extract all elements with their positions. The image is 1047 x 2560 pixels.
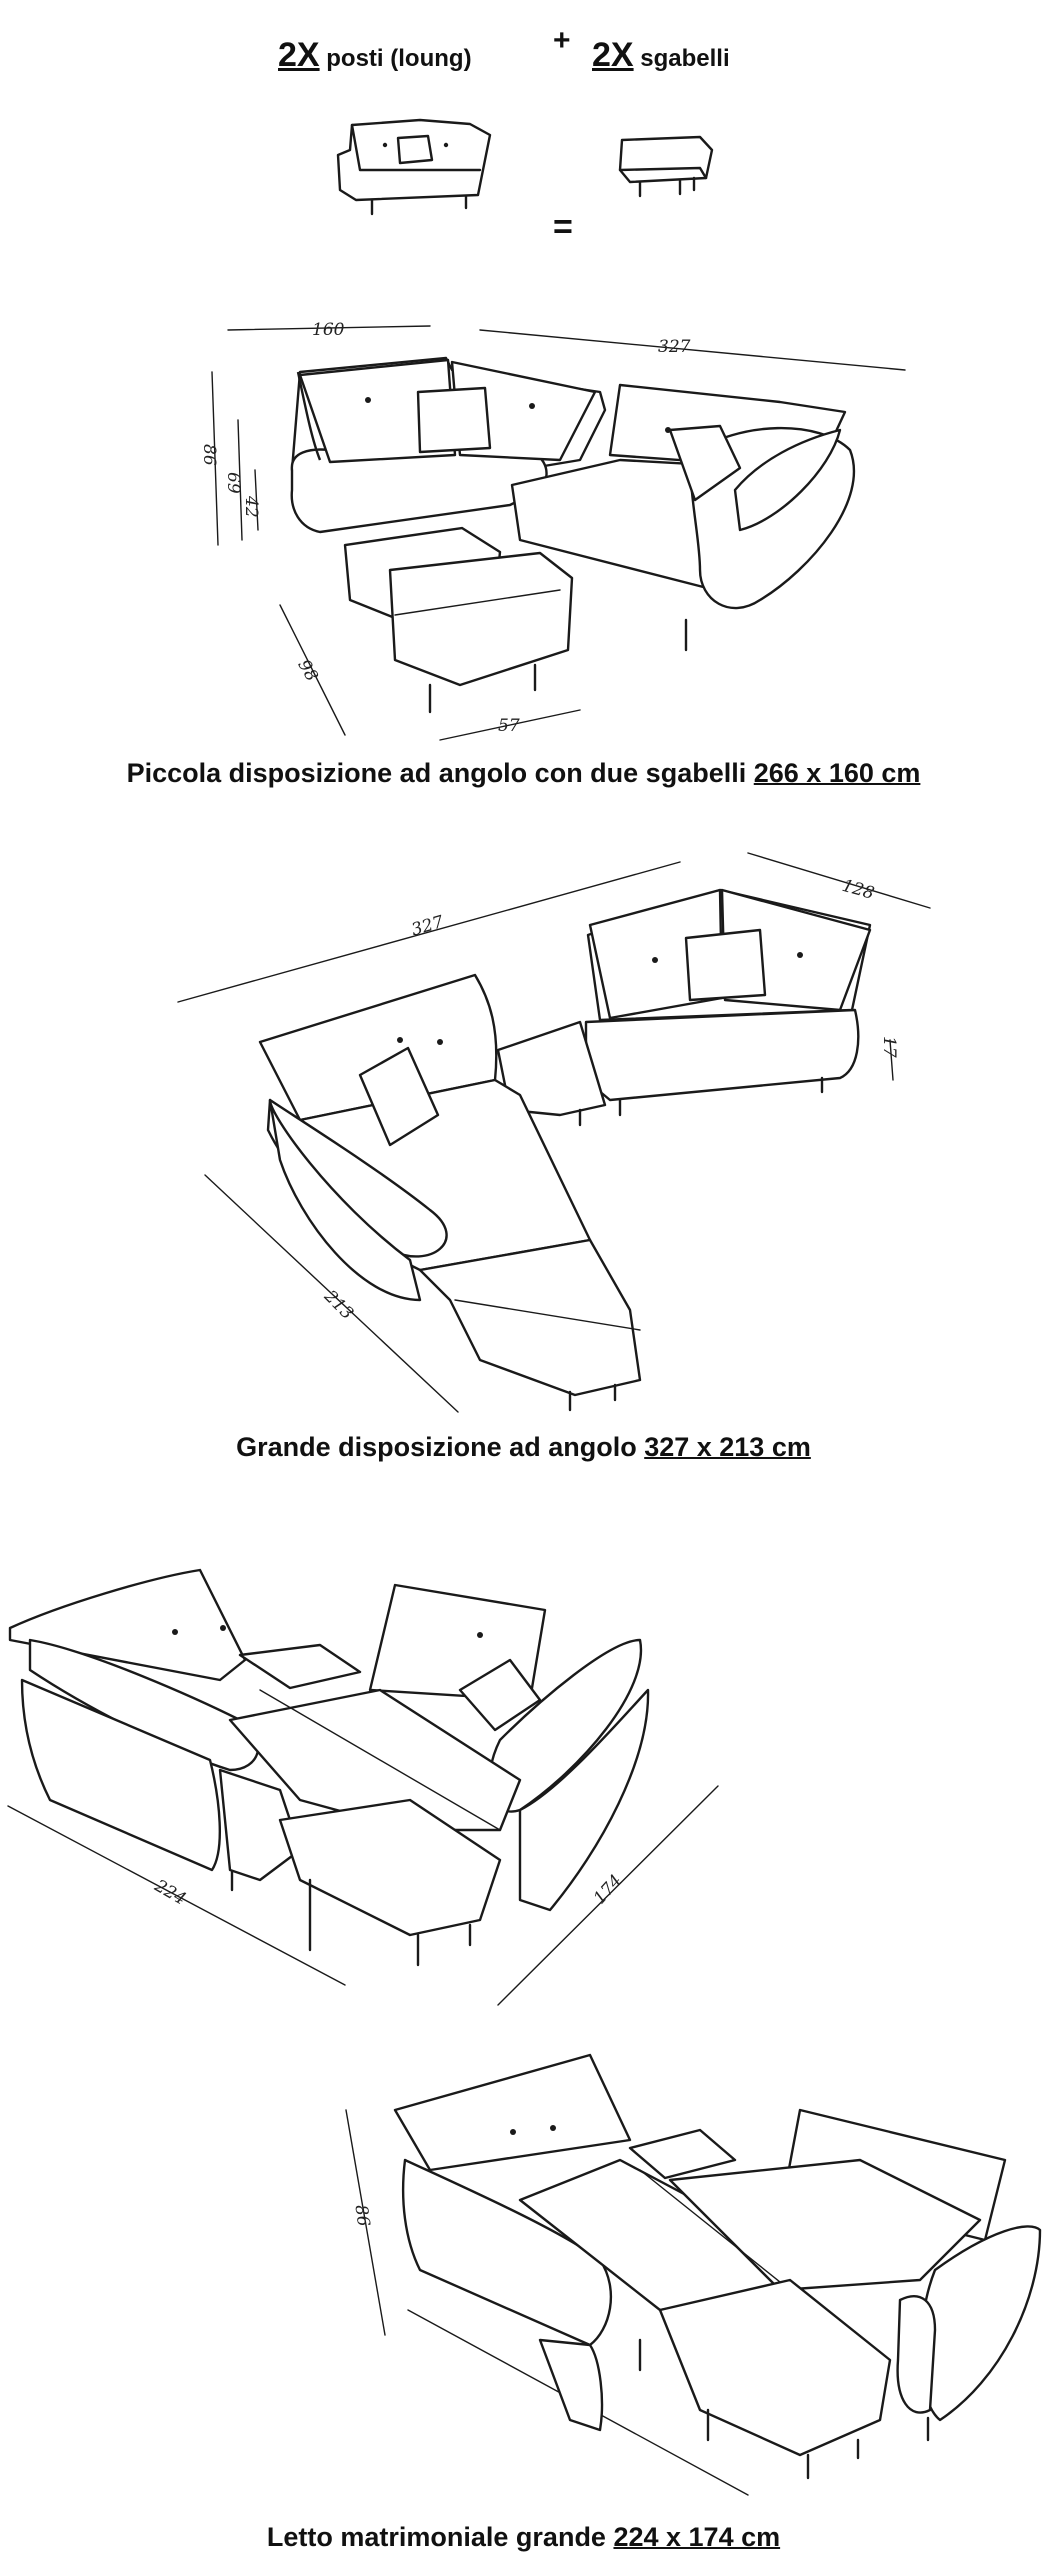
dim-text-69: 69 — [223, 472, 243, 494]
l4-arm-front — [540, 2340, 602, 2430]
dim-text-327: 327 — [658, 337, 691, 357]
dim-text-213: 213 — [320, 1286, 358, 1324]
layout-4-title: Letto matrimoniale grande — [266, 2522, 606, 2552]
dim-text-224: 224 — [151, 1875, 190, 1910]
l4-back-left — [395, 2055, 630, 2170]
dim-text-160: 160 — [312, 320, 345, 340]
dim-text-42: 42 — [241, 496, 261, 518]
layout-4-size: 224 x 174 cm — [613, 2522, 781, 2552]
layout-4-caption — [0, 2522, 1047, 2553]
equals-sign: = — [553, 208, 573, 246]
dim-text-98: 98 — [293, 656, 322, 686]
layout-2-title: Grande disposizione ad angolo — [236, 1432, 637, 1462]
lounge-quantity: 2X — [278, 36, 320, 74]
dim-text-86b: 86 — [350, 2203, 374, 2228]
layout-1-size: 266 x 160 cm — [753, 758, 921, 788]
stool-label: sgabelli — [640, 45, 730, 72]
l4-arm-right-inner — [898, 2296, 935, 2412]
stool-quantity: 2X — [592, 36, 634, 74]
lounge-label: posti (loung) — [326, 45, 472, 72]
dim-text-128: 128 — [839, 875, 877, 904]
layout-2-size: 327 x 213 cm — [644, 1432, 811, 1462]
layout-1-title: Piccola disposizione ad angolo con due sgabelli — [126, 758, 747, 788]
l4-stool-front — [660, 2280, 890, 2455]
dim-text-174: 174 — [589, 1870, 627, 1909]
dim-text-57: 57 — [498, 716, 520, 736]
plus-sign: + — [553, 24, 571, 57]
dim-text-86: 86 — [199, 444, 219, 466]
l4-corner-stool — [630, 2130, 735, 2178]
dim-text-17: 17 — [879, 1036, 899, 1058]
dim-text-327b: 327 — [409, 912, 446, 941]
